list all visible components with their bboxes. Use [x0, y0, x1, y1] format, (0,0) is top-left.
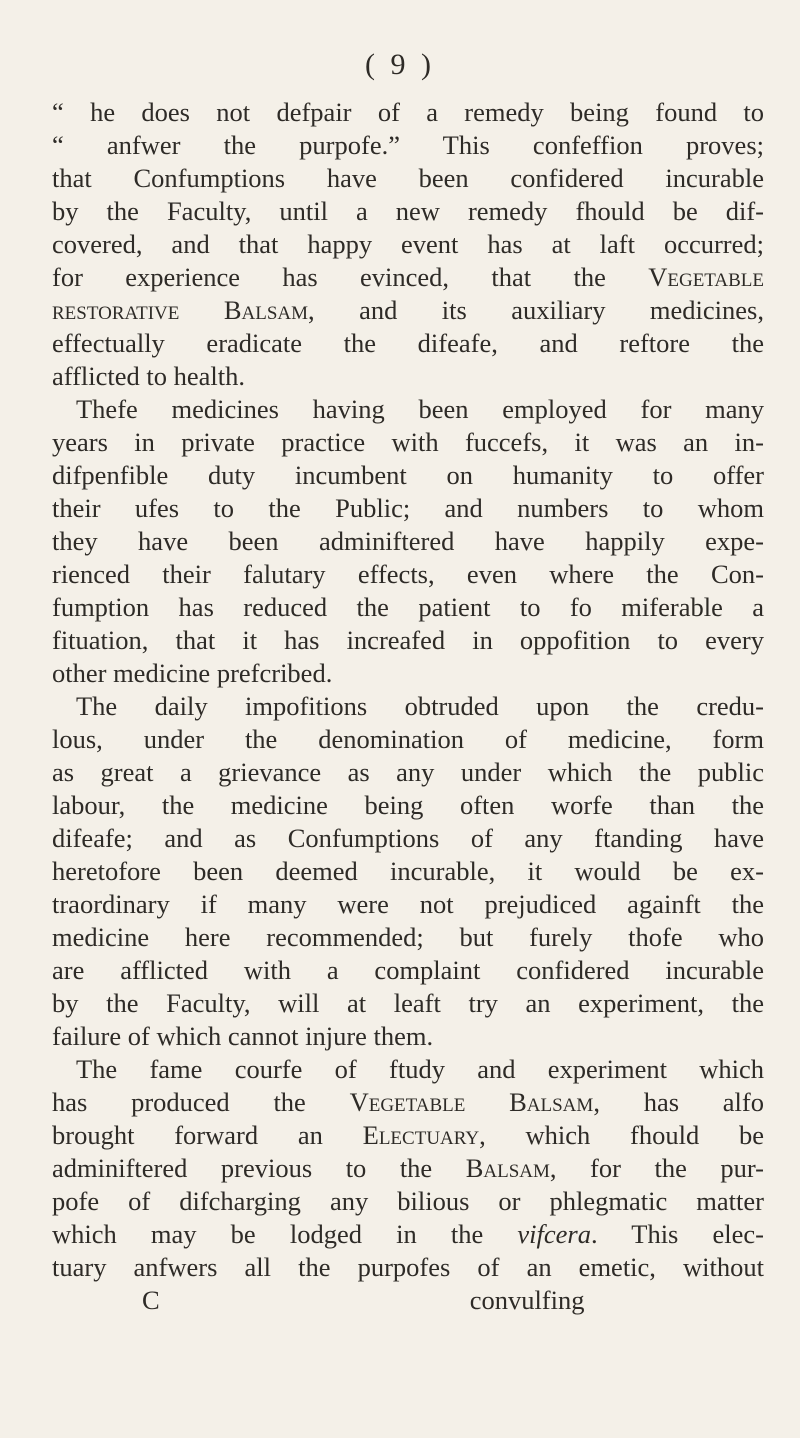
- text-line: [52, 195, 764, 228]
- text-run: Vegetable Balsam: [349, 1087, 594, 1117]
- text-run: traordinary if many were not prejudiced againft the: [52, 889, 764, 919]
- text-line: [52, 1218, 764, 1251]
- text-line: [52, 888, 764, 921]
- text-run: years in private practice with fuccefs, it was an in-: [52, 427, 764, 457]
- text-line: [52, 690, 764, 723]
- text-run: , has alfo: [593, 1087, 764, 1117]
- text-run: tuary anfwers all the purpofes of an emetic, without: [52, 1252, 764, 1282]
- text-line: [52, 1152, 764, 1185]
- text-line: [52, 855, 764, 888]
- text-line: [52, 1086, 764, 1119]
- text-run: lous, under the denomination of medicine, form: [52, 724, 764, 754]
- text-line: [52, 723, 764, 756]
- body-text: [52, 96, 764, 1317]
- text-run: . This elec-: [590, 1219, 764, 1249]
- text-run: difpenfible duty incumbent on humanity to offer: [52, 460, 764, 490]
- text-run: “ anfwer the purpofe.” This confeffion proves;: [52, 130, 764, 160]
- text-line: [52, 228, 764, 261]
- text-run: their ufes to the Public; and numbers to whom: [52, 493, 764, 523]
- text-line: [52, 756, 764, 789]
- text-run: Electuary: [362, 1120, 480, 1150]
- text-run: Vegetable: [648, 262, 764, 292]
- paragraph: [52, 393, 764, 690]
- text-run: The daily impofitions obtruded upon the credu-: [76, 691, 764, 721]
- text-run: that Confumptions have been confidered incurable: [52, 163, 764, 193]
- text-run: by the Faculty, until a new remedy fhould be dif-: [52, 196, 764, 226]
- text-run: has produced the: [52, 1087, 350, 1117]
- text-run: labour, the medicine being often worfe than the: [52, 790, 764, 820]
- text-line: [52, 1119, 764, 1152]
- text-run: “ he does not defpair of a remedy being found to: [52, 97, 764, 127]
- text-run: brought forward an: [52, 1120, 363, 1150]
- text-line: [52, 360, 764, 393]
- text-line: [52, 261, 764, 294]
- text-run: failure of which cannot injure them.: [52, 1021, 434, 1051]
- signature-mark: C: [142, 1285, 160, 1315]
- paragraph: [52, 96, 764, 393]
- text-run: heretofore been deemed incurable, it would be ex-: [52, 856, 764, 886]
- text-run: , which fhould be: [479, 1120, 765, 1150]
- text-line: [52, 954, 764, 987]
- text-run: as great a grievance as any under which the public: [52, 757, 764, 787]
- text-run: which may be lodged in the: [52, 1219, 518, 1249]
- text-run: adminiftered previous to the: [52, 1153, 466, 1183]
- text-run: vifcera: [517, 1219, 591, 1249]
- text-line: [52, 822, 764, 855]
- text-run: Balsam: [465, 1153, 550, 1183]
- text-run: pofe of difcharging any bilious or phlegmatic matter: [52, 1186, 764, 1216]
- text-run: restorative Balsam: [52, 295, 309, 325]
- text-line: [52, 1053, 764, 1086]
- text-run: they have been adminiftered have happily expe-: [52, 526, 764, 556]
- text-line: [52, 96, 764, 129]
- paragraph: [52, 1053, 764, 1284]
- text-run: Thefe medicines having been employed for many: [76, 394, 764, 424]
- text-run: , for the pur-: [549, 1153, 764, 1183]
- text-line: [52, 294, 764, 327]
- text-run: afflicted to health.: [52, 361, 246, 391]
- text-line: [52, 426, 764, 459]
- text-run: by the Faculty, will at leaft try an experiment, the: [52, 988, 764, 1018]
- text-line: [52, 525, 764, 558]
- text-line: [52, 789, 764, 822]
- text-line: [52, 162, 764, 195]
- text-line: [52, 1251, 764, 1284]
- paragraph: [52, 690, 764, 1053]
- text-line: [52, 492, 764, 525]
- text-line: [52, 987, 764, 1020]
- text-run: difeafe; and as Confumptions of any ftanding have: [52, 823, 764, 853]
- text-line: [52, 459, 764, 492]
- text-run: covered, and that happy event has at laft occurred;: [52, 229, 764, 259]
- page-number: ( 9 ): [365, 48, 435, 81]
- text-run: The fame courfe of ftudy and experiment which: [76, 1054, 764, 1084]
- text-run: effectually eradicate the difeafe, and reftore the: [52, 328, 764, 358]
- text-line: [52, 624, 764, 657]
- footer-line: [52, 1284, 764, 1317]
- text-line: [52, 558, 764, 591]
- text-line: [52, 921, 764, 954]
- text-run: rienced their falutary effects, even where the Con-: [52, 559, 764, 589]
- text-run: for experience has evinced, that the: [52, 262, 649, 292]
- text-run: are afflicted with a complaint confidered incurable: [52, 955, 764, 985]
- text-run: fumption has reduced the patient to fo miferable a: [52, 592, 764, 622]
- text-line: [52, 591, 764, 624]
- text-line: [52, 1020, 764, 1053]
- text-line: [52, 393, 764, 426]
- text-line: [52, 129, 764, 162]
- text-line: [52, 657, 764, 690]
- text-run: medicine here recommended; but furely thofe who: [52, 922, 764, 952]
- text-run: , and its auxiliary medicines,: [308, 295, 764, 325]
- text-run: other medicine prefcribed.: [52, 658, 333, 688]
- text-run: fituation, that it has increafed in oppofition to every: [52, 625, 764, 655]
- text-line: [52, 327, 764, 360]
- catchword: convulfing: [469, 1285, 585, 1315]
- text-line: [52, 1185, 764, 1218]
